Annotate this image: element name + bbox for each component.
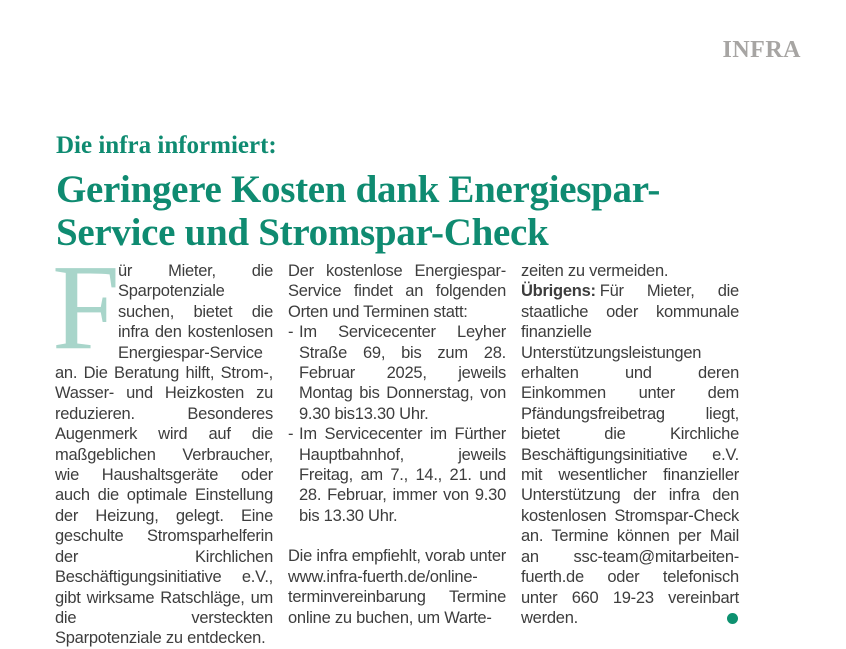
list-item-marker: - bbox=[288, 425, 294, 444]
kicker: Die infra informiert: bbox=[56, 132, 277, 159]
continuation-text: zeiten zu vermeiden. bbox=[521, 262, 669, 280]
column-1 bbox=[52, 240, 273, 649]
list-item-marker: - bbox=[288, 323, 294, 342]
drop-cap: F bbox=[52, 240, 120, 375]
list-item bbox=[288, 424, 506, 526]
article-body bbox=[52, 240, 739, 649]
lead-paragraph bbox=[52, 240, 273, 649]
headline-line-1: Geringere Kosten dank Energiespar- bbox=[56, 168, 661, 211]
article-header bbox=[56, 133, 776, 254]
article-end-bullet-icon bbox=[727, 613, 738, 624]
headline-line-2: Service und Stromspar-Check bbox=[56, 211, 549, 254]
note-text: Für Mieter, die staatliche oder kommunale finanzielle Unterstützungsleistungen erhalten und deren Einkommen unter dem Pfändungsfreibetrag liegt, bietet die Kirchliche Beschäftigungsinitiative e.V. mit wesentlicher finanzieller Unterstützung der infra den kostenlosen Stromspar-Check an. Termine können per Mail an ssc-team@mitarbeiten-fuerth.de oder telefonisch unter 660 19-23 vereinbart werden. bbox=[521, 282, 739, 627]
brand-logo: INFRA bbox=[722, 37, 801, 63]
lead-paragraph-text: ür Mieter, die Sparpotenziale suchen, bietet die infra den kostenlosen Energiespar-Service an. Die Beratung hilft, Strom-, Wasser- und Heizkosten zu reduzieren. Besonderes Augenmerk wird auf die maßgeblichen Verbraucher, wie Haushaltsgeräte oder auch die optimale Einstellung der Heizung, gelegt. Eine geschulte Stromsparhelferin der Kirchlichen Beschäftigungsinitiative e.V., gibt wirksame Ratschläge, um die versteckten Sparpotenziale zu entdecken. bbox=[55, 262, 273, 648]
booking-paragraph: Die infra empfiehlt, vorab unter www.infra-fuerth.de/online-terminvereinbarung Termine online zu buchen, um Warte- bbox=[288, 547, 506, 627]
headline bbox=[56, 168, 776, 254]
note-paragraph bbox=[521, 281, 739, 628]
list-item bbox=[288, 322, 506, 424]
list-item-text: Im Servicecenter im Fürther Hauptbahnhof, jeweils Freitag, am 7., 14., 21. und 28. Februar, immer von 9.30 bis 13.30 Uhr. bbox=[299, 425, 506, 525]
list-item-text: Im Servicecenter Leyher Straße 69, bis zum 28. Februar 2025, jeweils Montag bis Donnerstag, von 9.30 bis13.30 Uhr. bbox=[299, 323, 506, 423]
column-2 bbox=[288, 261, 506, 649]
locations-intro: Der kostenlose Energiespar-Service findet an folgenden Orten und Terminen statt: bbox=[288, 262, 506, 321]
column-3 bbox=[521, 261, 739, 649]
note-label: Übrigens: bbox=[521, 282, 596, 301]
